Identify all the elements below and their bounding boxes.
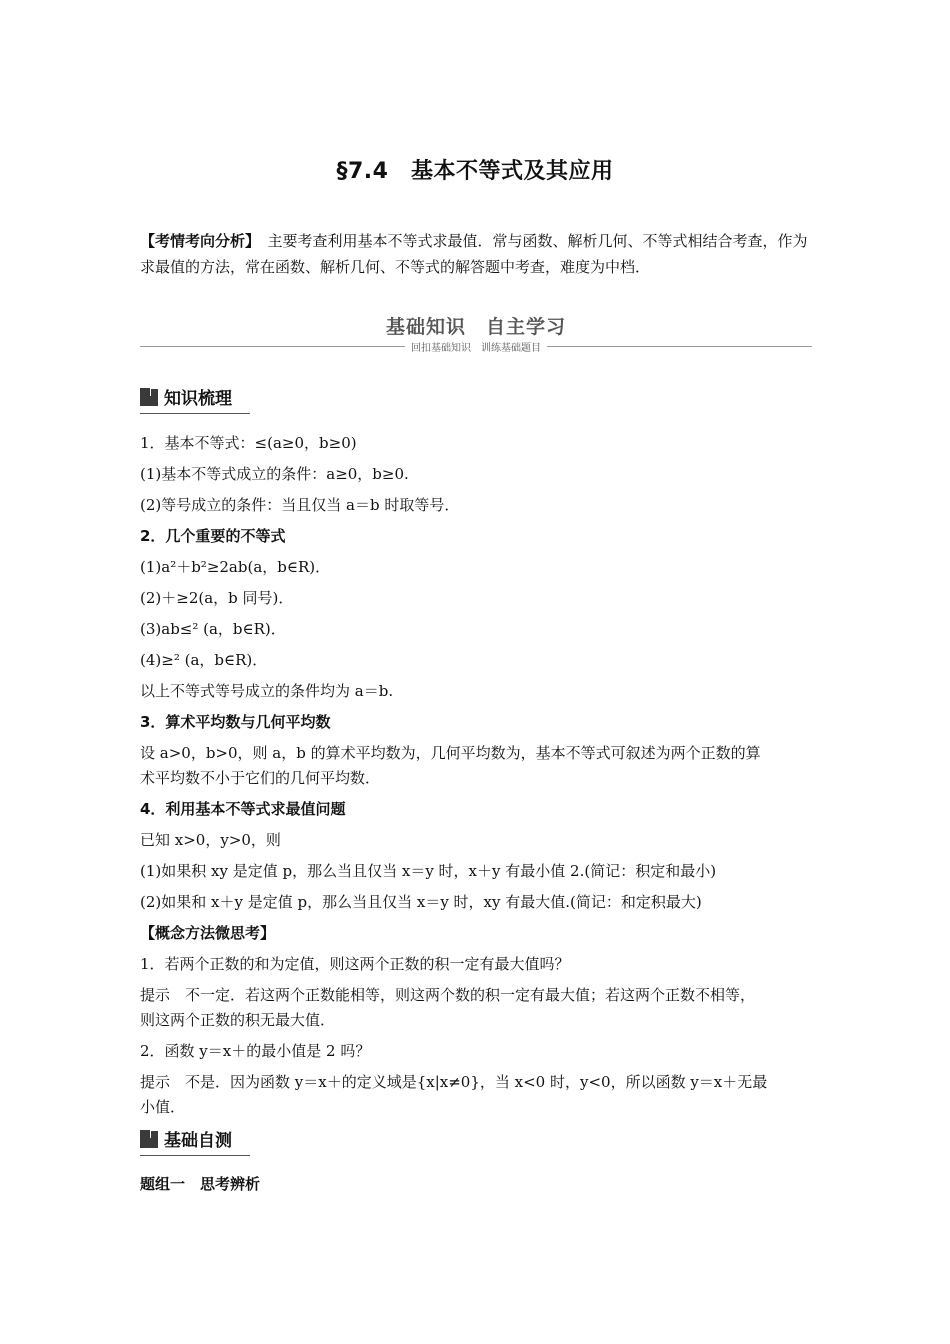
line: (1)如果积 xy 是定值 p，那么当且仅当 x＝y 时，x＋y 有最小值 2.(简记：积定和最小)	[140, 862, 717, 880]
analysis-tag: 【考情考向分析】	[140, 232, 253, 250]
line: 则这两个正数的积无最大值．	[140, 1011, 336, 1029]
page-title: §7.4 基本不等式及其应用	[336, 159, 614, 184]
line: (2)等号成立的条件：当且仅当 a＝b 时取等号．	[140, 496, 460, 514]
line: (1)基本不等式成立的条件：a≥0，b≥0.	[140, 465, 409, 483]
analysis-paragraph	[140, 228, 812, 280]
think-heading: 【概念方法微思考】	[140, 924, 276, 942]
line: 以上不等式等号成立的条件均为 a＝b.	[140, 682, 394, 700]
heading-line: 4．利用基本不等式求最值问题	[140, 800, 346, 818]
line: 1．若两个正数的和为定值，则这两个正数的积一定有最大值吗？	[140, 955, 570, 973]
line: (1)a²＋b²≥2ab(a，b∈R)．	[140, 558, 331, 576]
section-label: 基础自测	[164, 1131, 232, 1151]
group-title: 题组一 思考辨析	[140, 1175, 261, 1193]
line: 提示 不一定．若这两个正数能相等，则这两个数的积一定有最大值；若这两个正数不相等，	[140, 986, 756, 1004]
banner-title: 基础知识 自主学习	[385, 316, 566, 338]
analysis-text: 主要考查利用基本不等式求最值．常与函数、解析几何、不等式相结合考查，作为求最值的方法，常在函数、解析几何、不等式的解答题中考查，难度为中档．	[140, 232, 808, 276]
section-label: 知识梳理	[164, 389, 232, 409]
banner-subtitle: 回扣基础知识 训练基础题目	[405, 343, 547, 354]
line: 提示 不是．因为函数 y＝x＋的定义域是{x|x≠0}，当 x<0 时，y<0，所以函数 y＝x＋无最	[140, 1073, 768, 1091]
line: (2)如果和 x＋y 是定值 p，那么当且仅当 x＝y 时，xy 有最大值.(简记：和定积最大)	[140, 893, 702, 911]
line: 小值．	[140, 1098, 186, 1116]
line: 1．基本不等式：≤(a≥0，b≥0)	[140, 434, 357, 452]
section-banner	[140, 312, 812, 356]
line: (3)ab≤² (a，b∈R)．	[140, 620, 286, 638]
line: 2．函数 y＝x＋的最小值是 2 吗？	[140, 1042, 371, 1060]
line: 设 a>0，b>0，则 a，b 的算术平均数为，几何平均数为，基本不等式可叙述为两个正数的算	[140, 744, 761, 762]
line: (2)＋≥2(a，b 同号)．	[140, 589, 294, 607]
content-lines	[140, 430, 820, 1125]
heading-line: 3．算术平均数与几何平均数	[140, 713, 331, 731]
line: 已知 x>0，y>0，则	[140, 831, 281, 849]
line: 术平均数不小于它们的几何平均数．	[140, 769, 381, 787]
heading-line: 2．几个重要的不等式	[140, 527, 286, 545]
line: (4)≥² (a，b∈R)．	[140, 651, 268, 669]
